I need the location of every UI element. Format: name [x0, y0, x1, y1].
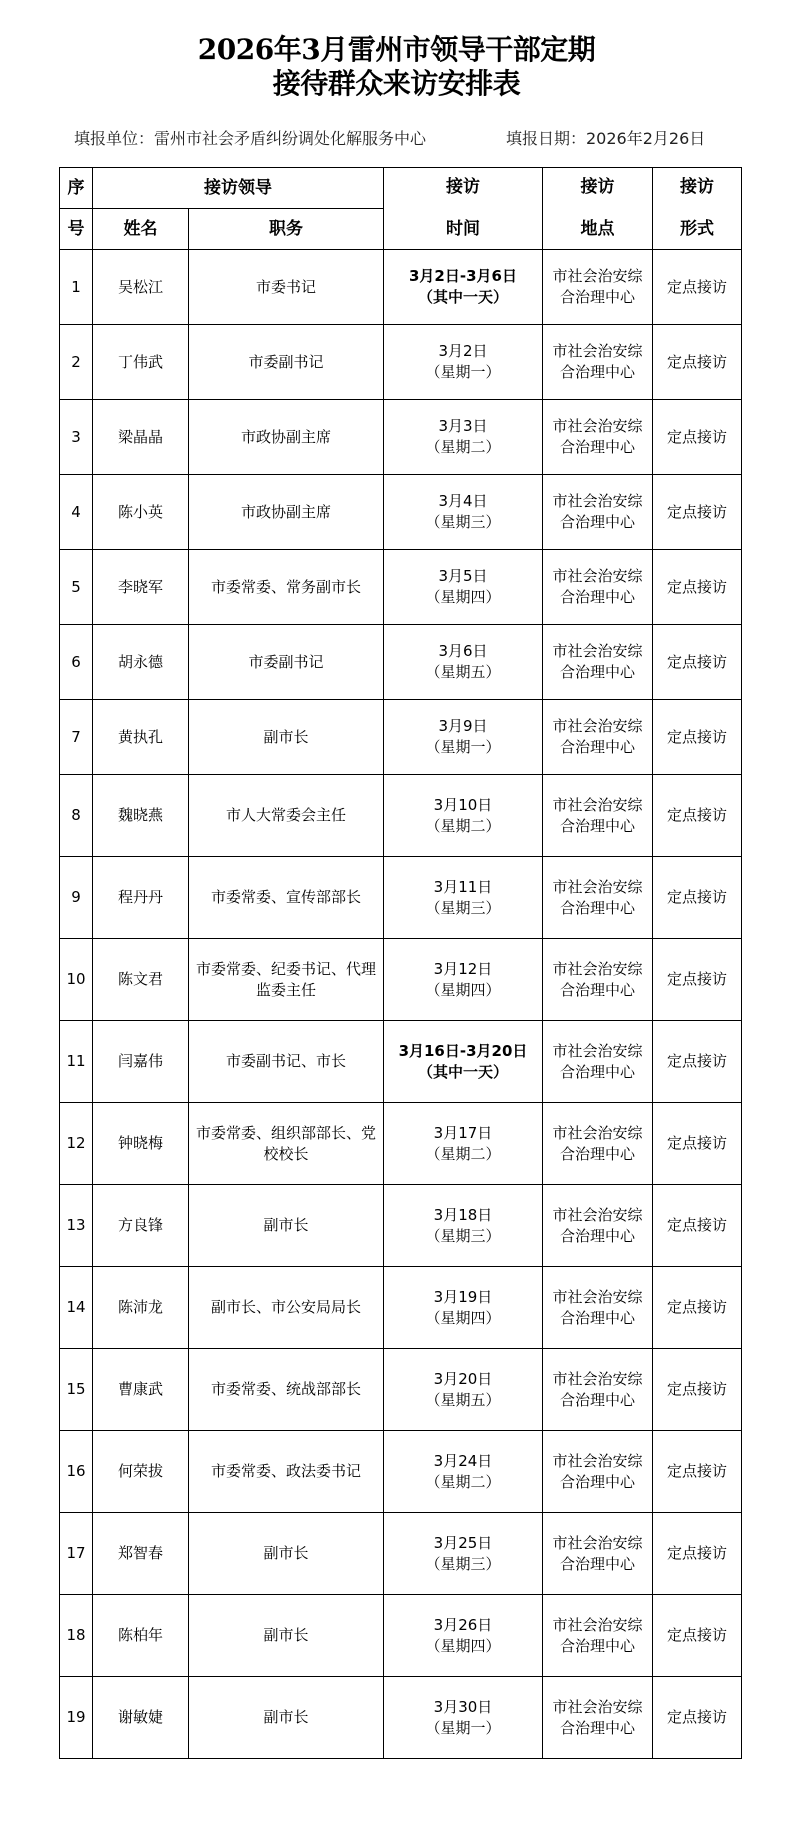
visit-time — [384, 400, 543, 475]
visit-form: 定点接访 — [653, 325, 742, 400]
visit-form: 定点接访 — [653, 939, 742, 1021]
visit-place: 市社会治安综 合治理中心 — [543, 1677, 653, 1759]
visit-date: 3月30日 — [433, 1697, 493, 1716]
table-row — [60, 625, 742, 700]
leader-name: 郑智春 — [93, 1513, 189, 1595]
table-row — [60, 1431, 742, 1513]
visit-form: 定点接访 — [653, 1021, 742, 1103]
reporting-date: 填报日期：2026年2月26日 — [506, 129, 706, 148]
visit-date: 3月3日 — [438, 417, 488, 435]
visit-date: 3月26日 — [433, 1615, 493, 1634]
visit-form: 定点接访 — [653, 1431, 742, 1513]
document-title-line2: 接待群众来访安排表 — [272, 67, 521, 100]
visit-form: 定点接访 — [653, 475, 742, 550]
leader-name: 陈文君 — [93, 939, 189, 1021]
visit-time — [384, 1513, 543, 1595]
visit-time — [384, 1185, 543, 1267]
visit-place: 市社会治安综 合治理中心 — [543, 250, 653, 325]
leader-position: 市委常委、统战部部长 — [189, 1349, 384, 1431]
row-number: 16 — [60, 1431, 93, 1513]
leader-name: 曹康武 — [93, 1349, 189, 1431]
visit-time — [384, 857, 543, 939]
visit-date: 3月18日 — [433, 1205, 493, 1224]
visit-day: （星期三） — [425, 1226, 501, 1245]
leader-position: 市委副书记、市长 — [189, 1021, 384, 1103]
row-number: 7 — [60, 700, 93, 775]
visit-date: 3月19日 — [433, 1287, 493, 1306]
row-number: 4 — [60, 475, 93, 550]
header-seq-bottom: 号 — [60, 209, 93, 250]
visit-time — [384, 775, 543, 857]
header-place: 接访 地点 — [543, 168, 653, 250]
visit-time — [384, 700, 543, 775]
row-number: 19 — [60, 1677, 93, 1759]
visit-date: 3月24日 — [433, 1451, 493, 1470]
table-row — [60, 1513, 742, 1595]
leader-name: 李晓军 — [93, 550, 189, 625]
visit-day: （其中一天） — [417, 288, 508, 306]
visit-date: 3月5日 — [438, 567, 488, 585]
visit-time — [384, 325, 543, 400]
header-seq-top: 序 — [60, 168, 93, 209]
row-number: 11 — [60, 1021, 93, 1103]
leader-position: 市委常委、组织部部长、党校校长 — [189, 1103, 384, 1185]
table-row — [60, 1103, 742, 1185]
visit-form: 定点接访 — [653, 857, 742, 939]
visit-place: 市社会治安综 合治理中心 — [543, 475, 653, 550]
visit-place: 市社会治安综 合治理中心 — [543, 939, 653, 1021]
visit-day: （星期一） — [425, 1718, 501, 1737]
table-row — [60, 1595, 742, 1677]
visit-form: 定点接访 — [653, 625, 742, 700]
leader-position: 市委副书记 — [189, 325, 384, 400]
visit-date: 3月11日 — [433, 877, 493, 896]
visit-day: （星期二） — [425, 816, 501, 835]
visit-time — [384, 1349, 543, 1431]
table-row — [60, 400, 742, 475]
visit-day: （星期四） — [425, 980, 501, 999]
leader-position: 副市长 — [189, 700, 384, 775]
table-row — [60, 1021, 742, 1103]
visit-place: 市社会治安综 合治理中心 — [543, 700, 653, 775]
table-row — [60, 325, 742, 400]
leader-name: 陈小英 — [93, 475, 189, 550]
visit-day: （星期三） — [425, 1554, 501, 1573]
visit-day: （星期四） — [425, 1308, 501, 1327]
leader-position: 市委副书记 — [189, 625, 384, 700]
visit-day: （星期一） — [425, 363, 501, 381]
leader-name: 吴松江 — [93, 250, 189, 325]
leader-name: 方良锋 — [93, 1185, 189, 1267]
table-row — [60, 939, 742, 1021]
visit-form: 定点接访 — [653, 1595, 742, 1677]
visit-date: 3月2日 — [438, 342, 488, 360]
row-number: 18 — [60, 1595, 93, 1677]
visit-place: 市社会治安综 合治理中心 — [543, 775, 653, 857]
leader-position: 副市长 — [189, 1513, 384, 1595]
leader-position: 副市长、市公安局局长 — [189, 1267, 384, 1349]
visit-date: 3月10日 — [433, 795, 493, 814]
leader-name: 黄执孔 — [93, 700, 189, 775]
visit-day: （星期四） — [425, 588, 501, 606]
visit-form: 定点接访 — [653, 1103, 742, 1185]
visit-place: 市社会治安综 合治理中心 — [543, 325, 653, 400]
visit-form: 定点接访 — [653, 250, 742, 325]
row-number: 13 — [60, 1185, 93, 1267]
visit-time — [384, 550, 543, 625]
row-number: 12 — [60, 1103, 93, 1185]
leader-position: 市政协副主席 — [189, 400, 384, 475]
visit-form: 定点接访 — [653, 1185, 742, 1267]
visit-time — [384, 475, 543, 550]
visit-time — [384, 1267, 543, 1349]
visit-date: 3月12日 — [433, 959, 493, 978]
leader-position: 市委常委、宣传部部长 — [189, 857, 384, 939]
visit-place: 市社会治安综 合治理中心 — [543, 1513, 653, 1595]
header-leader: 接访领导 — [93, 168, 384, 209]
visit-date: 3月17日 — [433, 1123, 493, 1142]
reporting-unit: 填报单位：雷州市社会矛盾纠纷调处化解服务中心 — [74, 129, 427, 148]
leader-position: 市委书记 — [189, 250, 384, 325]
visit-day: （星期一） — [425, 738, 501, 756]
visit-form: 定点接访 — [653, 1349, 742, 1431]
visit-date: 3月20日 — [433, 1369, 493, 1388]
row-number: 5 — [60, 550, 93, 625]
visit-date: 3月25日 — [433, 1533, 493, 1552]
leader-name: 陈柏年 — [93, 1595, 189, 1677]
header-position: 职务 — [189, 209, 384, 250]
table-row — [60, 475, 742, 550]
leader-name: 闫嘉伟 — [93, 1021, 189, 1103]
leader-name: 魏晓燕 — [93, 775, 189, 857]
visit-time — [384, 625, 543, 700]
visit-time — [384, 250, 543, 325]
visit-day: （星期三） — [425, 513, 501, 531]
row-number: 6 — [60, 625, 93, 700]
leader-position: 市人大常委会主任 — [189, 775, 384, 857]
visit-date: 3月9日 — [438, 717, 488, 735]
visit-day: （星期三） — [425, 898, 501, 917]
table-row — [60, 700, 742, 775]
header-time: 接访 时间 — [384, 168, 543, 250]
visit-day: （星期二） — [425, 1472, 501, 1491]
document-title-line1: 2026年3月雷州市领导干部定期 — [197, 33, 596, 66]
visit-place: 市社会治安综 合治理中心 — [543, 1103, 653, 1185]
visit-date: 3月6日 — [438, 642, 488, 660]
table-row — [60, 1185, 742, 1267]
visit-place: 市社会治安综 合治理中心 — [543, 857, 653, 939]
row-number: 1 — [60, 250, 93, 325]
row-number: 8 — [60, 775, 93, 857]
leader-position: 市政协副主席 — [189, 475, 384, 550]
visit-place: 市社会治安综 合治理中心 — [543, 1021, 653, 1103]
visit-day: （星期二） — [425, 1144, 501, 1163]
leader-position: 副市长 — [189, 1185, 384, 1267]
visit-place: 市社会治安综 合治理中心 — [543, 1185, 653, 1267]
visit-time — [384, 1021, 543, 1103]
visit-form: 定点接访 — [653, 1677, 742, 1759]
visit-form: 定点接访 — [653, 1267, 742, 1349]
table-row — [60, 550, 742, 625]
table-row — [60, 775, 742, 857]
visit-day: （其中一天） — [417, 1062, 508, 1081]
table-row — [60, 250, 742, 325]
visit-time — [384, 1677, 543, 1759]
visit-day: （星期二） — [425, 438, 501, 456]
visit-place: 市社会治安综 合治理中心 — [543, 1349, 653, 1431]
leader-position: 市委常委、常务副市长 — [189, 550, 384, 625]
visit-date: 3月16日-3月20日 — [398, 1041, 528, 1060]
leader-name: 梁晶晶 — [93, 400, 189, 475]
visit-time — [384, 1103, 543, 1185]
table-row — [60, 857, 742, 939]
row-number: 14 — [60, 1267, 93, 1349]
leader-position: 副市长 — [189, 1595, 384, 1677]
visit-day: （星期五） — [425, 1390, 501, 1409]
visit-day: （星期五） — [425, 663, 501, 681]
row-number: 17 — [60, 1513, 93, 1595]
visit-date: 3月2日-3月6日 — [409, 267, 517, 285]
visit-place: 市社会治安综 合治理中心 — [543, 625, 653, 700]
leader-position: 市委常委、纪委书记、代理监委主任 — [189, 939, 384, 1021]
row-number: 3 — [60, 400, 93, 475]
visit-place: 市社会治安综 合治理中心 — [543, 550, 653, 625]
visit-place: 市社会治安综 合治理中心 — [543, 1595, 653, 1677]
header-row — [60, 168, 742, 209]
visit-day: （星期四） — [425, 1636, 501, 1655]
visit-place: 市社会治安综 合治理中心 — [543, 1431, 653, 1513]
leader-name: 程丹丹 — [93, 857, 189, 939]
header-name: 姓名 — [93, 209, 189, 250]
visit-time — [384, 1595, 543, 1677]
row-number: 9 — [60, 857, 93, 939]
visit-form: 定点接访 — [653, 400, 742, 475]
visit-form: 定点接访 — [653, 700, 742, 775]
leader-name: 胡永德 — [93, 625, 189, 700]
schedule-table — [59, 167, 742, 1759]
visit-form: 定点接访 — [653, 775, 742, 857]
table-row — [60, 1349, 742, 1431]
visit-place: 市社会治安综 合治理中心 — [543, 400, 653, 475]
visit-time — [384, 1431, 543, 1513]
row-number: 2 — [60, 325, 93, 400]
visit-time — [384, 939, 543, 1021]
table-row — [60, 1267, 742, 1349]
visit-form: 定点接访 — [653, 550, 742, 625]
visit-place: 市社会治安综 合治理中心 — [543, 1267, 653, 1349]
leader-name: 丁伟武 — [93, 325, 189, 400]
row-number: 10 — [60, 939, 93, 1021]
row-number: 15 — [60, 1349, 93, 1431]
leader-position: 副市长 — [189, 1677, 384, 1759]
leader-name: 钟晓梅 — [93, 1103, 189, 1185]
leader-position: 市委常委、政法委书记 — [189, 1431, 384, 1513]
leader-name: 何荣拔 — [93, 1431, 189, 1513]
visit-date: 3月4日 — [438, 492, 488, 510]
leader-name: 谢敏婕 — [93, 1677, 189, 1759]
header-form: 接访 形式 — [653, 168, 742, 250]
table-row — [60, 1677, 742, 1759]
leader-name: 陈沛龙 — [93, 1267, 189, 1349]
visit-form: 定点接访 — [653, 1513, 742, 1595]
